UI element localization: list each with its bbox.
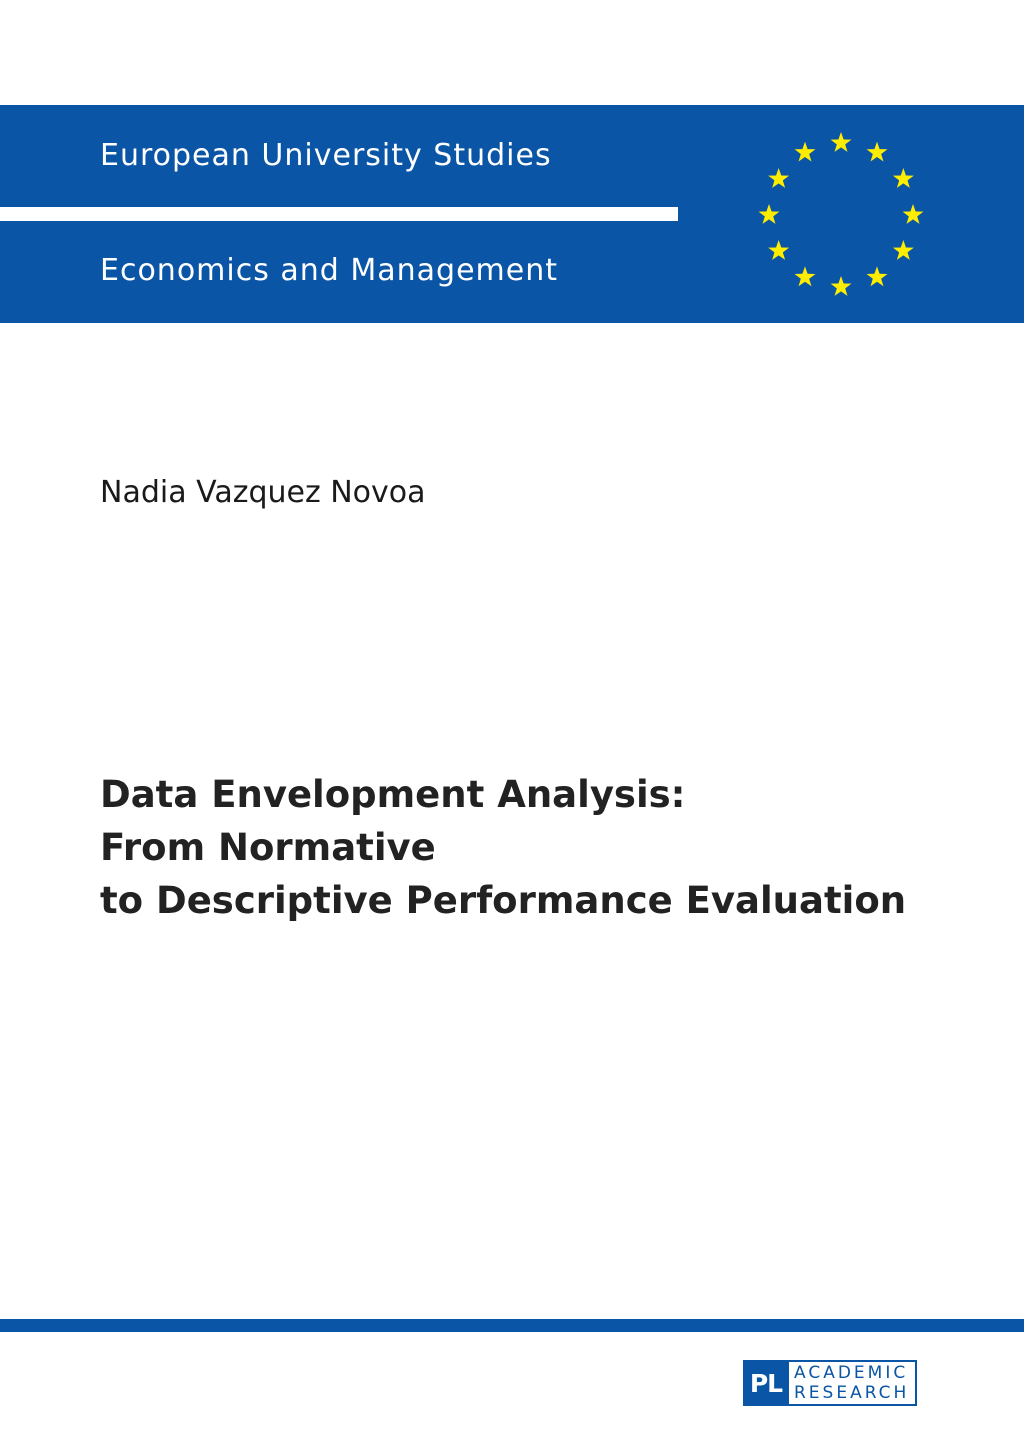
book-title-line-3: to Descriptive Performance Evaluation [100,879,907,922]
publisher-line-2: RESEARCH [794,1383,910,1403]
star-icon [867,142,888,162]
star-icon [893,168,914,188]
star-icon [768,240,789,260]
star-icon [795,266,816,286]
publisher-logo [743,1360,917,1406]
publisher-wordmark [789,1360,917,1406]
series-title: European University Studies [100,138,552,173]
star-icon [759,204,780,224]
star-icon [831,276,852,296]
footer-rule [0,1319,1024,1332]
series-subtitle: Economics and Management [100,253,558,288]
eu-star-circle-icon [756,130,926,300]
book-title [100,768,980,927]
publisher-mark: PL [743,1360,789,1406]
star-icon [795,142,816,162]
author-name: Nadia Vazquez Novoa [100,475,426,510]
star-icon [903,204,924,224]
star-icon [831,132,852,152]
book-title-line-1: Data Envelopment Analysis: [100,773,686,816]
publisher-line-1: ACADEMIC [794,1363,909,1383]
star-icon [867,266,888,286]
star-icon [768,168,789,188]
book-title-line-2: From Normative [100,826,436,869]
star-icon [893,240,914,260]
